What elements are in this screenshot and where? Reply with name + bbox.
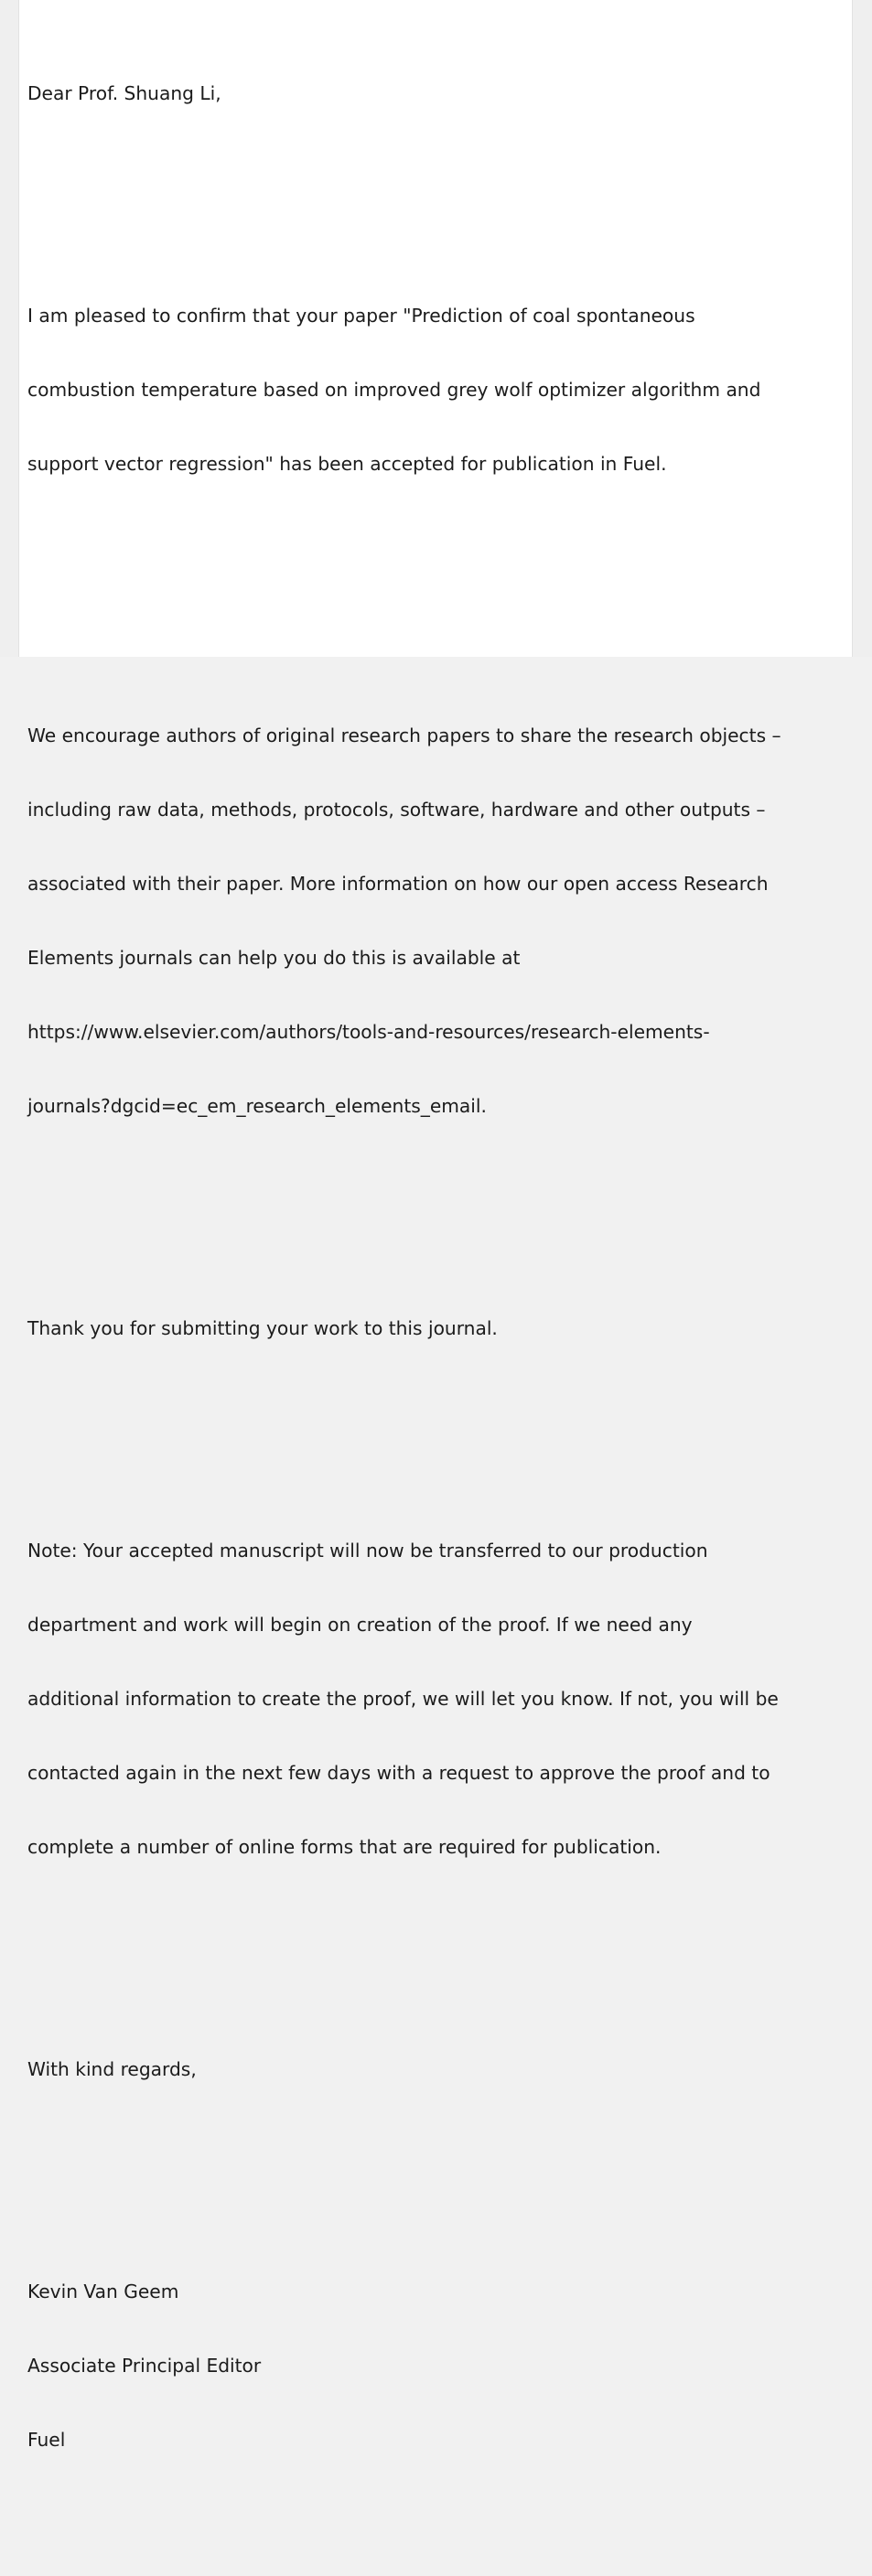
signature-block xyxy=(27,2230,851,2502)
note-line: contacted again in the next few days with a request to approve the proof and to xyxy=(27,1762,770,1784)
paragraph-gap xyxy=(27,1390,851,1415)
email-body-panel xyxy=(18,0,853,2451)
note-line: Note: Your accepted manuscript will now be transferred to our production xyxy=(27,1540,708,1562)
research-elements-line: including raw data, methods, protocols, software, hardware and other outputs – xyxy=(27,799,766,821)
closing: With kind regards, xyxy=(27,2058,197,2080)
research-elements-line: Elements journals can help you do this is available at xyxy=(27,947,521,969)
email-message xyxy=(27,7,851,2576)
greeting: Dear Prof. Shuang Li, xyxy=(27,82,221,104)
paragraph-gap xyxy=(27,575,851,600)
paragraph-gap xyxy=(27,1959,851,1983)
note-line: complete a number of online forms that are required for publication. xyxy=(27,1836,662,1858)
acceptance-line: combustion temperature based on improved grey wolf optimizer algorithm and xyxy=(27,379,761,401)
research-elements-paragraph xyxy=(27,674,851,1168)
acceptance-line: support vector regression" has been accepted for publication in Fuel. xyxy=(27,453,667,475)
signature-journal: Fuel xyxy=(27,2429,66,2451)
note-paragraph xyxy=(27,1489,851,1909)
research-elements-url-line: journals?dgcid=ec_em_research_elements_email. xyxy=(27,1095,487,1117)
thanks-paragraph: Thank you for submitting your work to this journal. xyxy=(27,1317,498,1339)
acceptance-paragraph xyxy=(27,254,851,526)
paragraph-gap xyxy=(27,156,851,180)
acceptance-line: I am pleased to confirm that your paper "Prediction of coal spontaneous xyxy=(27,305,695,327)
paragraph-gap xyxy=(27,1218,851,1242)
research-elements-line: We encourage authors of original research papers to share the research objects – xyxy=(27,724,781,746)
signature-name: Kevin Van Geem xyxy=(27,2281,179,2302)
signature-title: Associate Principal Editor xyxy=(27,2355,262,2377)
paragraph-gap xyxy=(27,2131,851,2156)
note-line: additional information to create the proof, we will let you know. If not, you will be xyxy=(27,1688,779,1710)
research-elements-url-line: https://www.elsevier.com/authors/tools-and-resources/research-elements- xyxy=(27,1021,710,1043)
research-elements-line: associated with their paper. More information on how our open access Research xyxy=(27,873,769,895)
note-line: department and work will begin on creation of the proof. If we need any xyxy=(27,1614,693,1636)
